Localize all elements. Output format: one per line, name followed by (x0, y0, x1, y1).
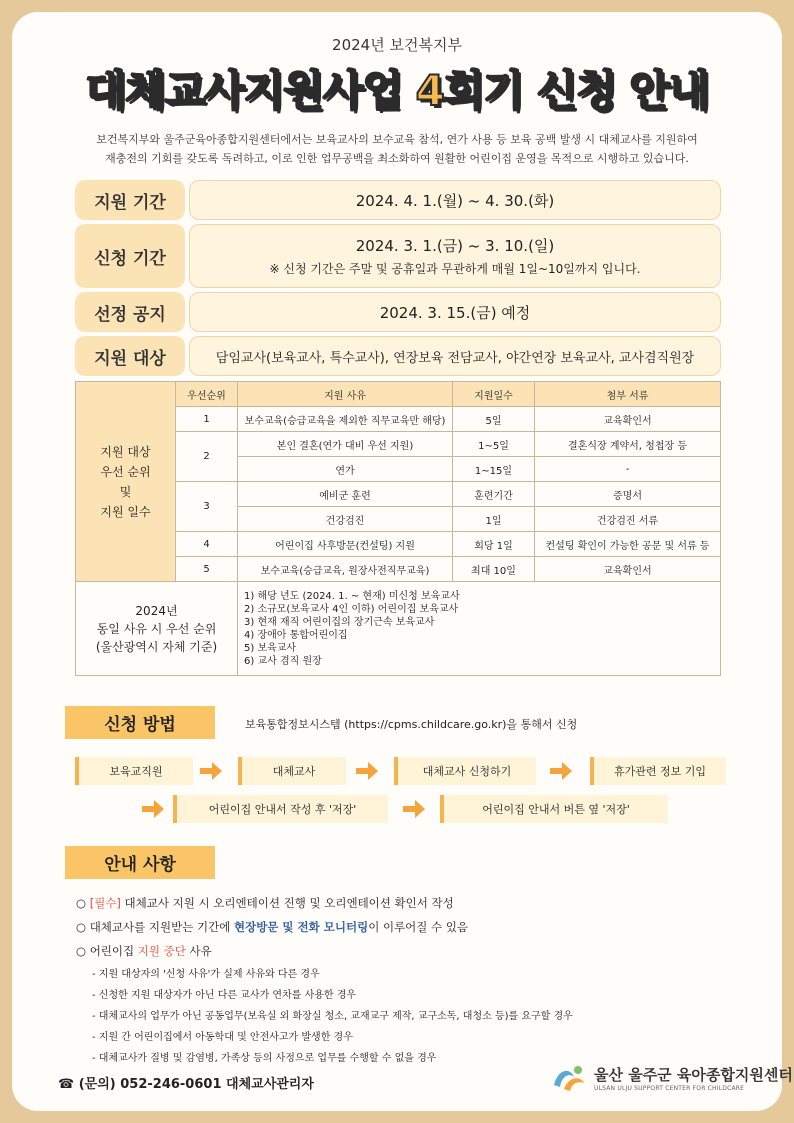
info-value-text: 2024. 4. 1.(월) ~ 4. 30.(화) (355, 191, 555, 210)
info-label: 신청 기간 (75, 224, 185, 288)
intro-text (40, 130, 754, 168)
arrow-right-icon (356, 762, 378, 780)
org-logo-icon (550, 1063, 588, 1093)
method-badge: 신청 방법 (65, 706, 215, 739)
info-row-target (75, 336, 721, 376)
info-note: ※ 신청 기간은 주말 및 공휴일과 무관하게 매월 1일~10일까지 입니다. (269, 262, 641, 276)
org-logo-text (594, 1064, 793, 1092)
cell-days: 회당 1일 (453, 532, 535, 557)
same-reason-label-line: (울산광역시 자체 기준) (95, 639, 218, 654)
cell-rank: 4 (176, 532, 238, 557)
cell-days: 1~5일 (453, 432, 535, 457)
info-value (189, 224, 721, 288)
intro-line: 재충전의 기회를 갖도록 독려하고, 이로 인한 업무공백을 최소화하여 원활한 어린이집 운영을 목적으로 시행하고 있습니다. (105, 152, 689, 165)
info-label: 선정 공지 (75, 292, 185, 332)
same-reason-label (76, 582, 238, 676)
cell-reason: 보수교육(승급교육, 원장사전직무교육) (238, 557, 453, 582)
same-reason-label-line: 동일 사유 시 우선 순위 (96, 621, 217, 636)
cell-days: 훈련기간 (453, 482, 535, 507)
cell-rank: 1 (176, 407, 238, 432)
cell-reason: 건강검진 (238, 507, 453, 532)
info-label: 지원 기간 (75, 180, 185, 220)
method-text: 보육통합정보시스템 (https://cpms.childcare.go.kr)을 통해서 신청 (245, 718, 578, 731)
notice-item: ○ 어린이집 지원 중단 사유 (76, 944, 212, 958)
notice-text: 어린이집 (89, 944, 138, 958)
org-logo (550, 1063, 793, 1093)
cell-reason: 보수교육(승급교육을 제외한 직무교육만 해당) (238, 407, 453, 432)
cell-docs: 건강검진 서류 (535, 507, 721, 532)
notice-badge: 안내 사항 (65, 846, 215, 879)
sub-notice-item: - 지원 간 어린이집에서 아동학대 및 안전사고가 발생한 경우 (92, 1032, 353, 1043)
list-item: 3) 현재 재직 어린이집의 장기근속 보육교사 (244, 616, 435, 628)
column-header: 첨부 서류 (535, 382, 721, 407)
flow-step: 휴가관련 정보 기입 (590, 757, 726, 785)
list-item: 6) 교사 겸직 원장 (244, 655, 322, 667)
arrow-right-icon (550, 762, 572, 780)
cell-reason: 예비군 훈련 (238, 482, 453, 507)
flow-step: 어린이집 안내서 버튼 옆 '저장' (440, 795, 668, 823)
info-value (189, 180, 721, 220)
list-item: 2) 소규모(보육교사 4인 이하) 어린이집 보육교사 (244, 603, 459, 615)
notice-item: ○ [필수] 대체교사 지원 시 오리엔테이션 진행 및 오리엔테이션 확인서 작성 (76, 896, 454, 910)
notice-item: ○ 대체교사를 지원받는 기간에 현장방문 및 전화 모니터링이 이루어질 수 있음 (76, 920, 469, 934)
contact-info: ☎ (문의) 052-246-0601 대체교사관리자 (58, 1077, 314, 1092)
list-item: 4) 장애아 통합어린이집 (244, 629, 348, 641)
sub-notice-item: - 대체교사가 질병 및 감염병, 가족상 등의 사정으로 업무를 수행할 수 없을 경우 (92, 1053, 437, 1064)
flow-step: 보육교직원 (75, 757, 193, 785)
cell-docs: 교육확인서 (535, 407, 721, 432)
cell-docs: 결혼식장 계약서, 청첩장 등 (535, 432, 721, 457)
info-value (189, 336, 721, 376)
info-row-apply-period (75, 224, 721, 288)
info-value-text: 2024. 3. 15.(금) 예정 (379, 303, 531, 322)
cell-rank: 5 (176, 557, 238, 582)
sub-notice-item: - 지원 대상자의 '신청 사유'가 실제 사유와 다른 경우 (92, 969, 320, 980)
cell-days: 1일 (453, 507, 535, 532)
side-label-line: 지원 일수 (100, 504, 151, 519)
cell-rank: 3 (176, 482, 238, 532)
cell-days: 1~15일 (453, 457, 535, 482)
table-header-row (76, 382, 721, 407)
flow-step: 대체교사 신청하기 (394, 757, 536, 785)
required-tag: [필수] (89, 896, 121, 910)
notice-text: 이 이루어질 수 있음 (368, 920, 469, 934)
list-item: 5) 보육교사 (244, 642, 297, 654)
info-value-text: 2024. 3. 1.(금) ~ 3. 10.(일) (355, 237, 555, 255)
column-header: 우선순위 (176, 382, 238, 407)
cell-days: 최대 10일 (453, 557, 535, 582)
cell-rank: 2 (176, 432, 238, 482)
org-name: 울산 울주군 육아종합지원센터 (594, 1066, 793, 1084)
notice-text: 대체교사를 지원받는 기간에 (89, 920, 234, 934)
column-header: 지원일수 (453, 382, 535, 407)
cell-docs: - (535, 457, 721, 482)
info-value (189, 292, 721, 332)
org-name-en: ULSAN ULJU SUPPORT CENTER FOR CHILDCARE (594, 1085, 745, 1092)
cell-reason: 연가 (238, 457, 453, 482)
table-side-label (76, 382, 176, 582)
arrow-right-icon (403, 800, 425, 818)
side-label-line: 지원 대상 (100, 444, 151, 459)
info-row-support-period (75, 180, 721, 220)
sub-notice-item: - 신청한 지원 대상자가 아닌 다른 교사가 연차를 사용한 경우 (92, 990, 357, 1001)
arrow-right-icon (200, 762, 222, 780)
flow-step: 대체교사 (238, 757, 346, 785)
sub-notice-item: - 대체교사의 업무가 아닌 공동업무(보육실 외 화장실 청소, 교재교구 제작, 교구소독, 대청소 등)를 요구할 경우 (92, 1011, 573, 1022)
cell-docs: 컨설팅 확인이 가능한 공문 및 서류 등 (535, 532, 721, 557)
same-reason-list (238, 582, 721, 676)
notice-highlight: 지원 중단 (137, 944, 186, 958)
notice-text: 대체교사 지원 시 오리엔테이션 진행 및 오리엔테이션 확인서 작성 (120, 896, 454, 910)
table-row-same-reason (76, 582, 721, 676)
same-reason-label-line: 2024년 (135, 603, 178, 618)
intro-line: 보건복지부와 울주군육아종합지원센터에서는 보육교사의 보수교육 참석, 연가 사용 등 보육 공백 발생 시 대체교사를 지원하여 (96, 133, 698, 146)
cell-docs: 증명서 (535, 482, 721, 507)
notice-highlight: 현장방문 및 전화 모니터링 (233, 920, 369, 934)
column-header: 지원 사유 (238, 382, 453, 407)
arrow-right-icon (142, 800, 164, 818)
info-value-text: 담임교사(보육교사, 특수교사), 연장보육 전담교사, 야간연장 보육교사, 교사겸직원장 (215, 350, 695, 366)
cell-days: 5일 (453, 407, 535, 432)
info-row-announcement (75, 292, 721, 332)
cell-reason: 본인 결혼(연가 대비 우선 지원) (238, 432, 453, 457)
page-subtitle: 2024년 보건복지부 (332, 36, 462, 54)
info-label: 지원 대상 (75, 336, 185, 376)
priority-table (75, 381, 721, 676)
side-label-line: 우선 순위 (100, 464, 151, 479)
notice-text: 사유 (185, 944, 212, 958)
cell-reason: 어린이집 사후방문(컨설팅) 지원 (238, 532, 453, 557)
list-item: 1) 해당 년도 (2024. 1. ~ 현재) 미신청 보육교사 (244, 590, 460, 602)
flow-step: 어린이집 안내서 작성 후 '저장' (173, 795, 388, 823)
cell-docs: 교육확인서 (535, 557, 721, 582)
page-title: 대체교사지원사업 4회기 신청 안내 (85, 66, 709, 115)
side-label-line: 및 (119, 484, 132, 499)
